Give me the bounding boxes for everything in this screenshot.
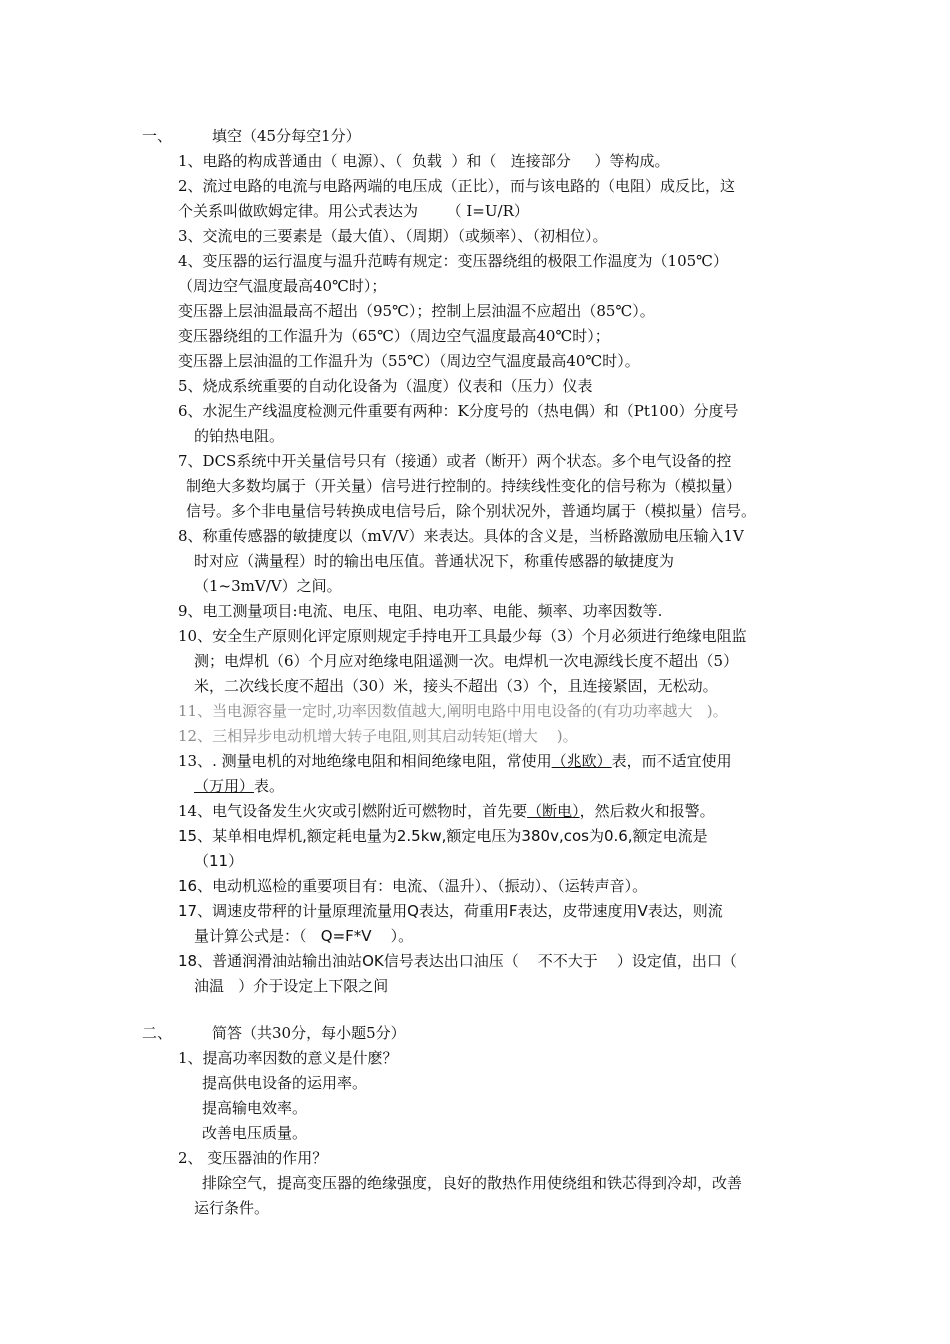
q3-line: 3、交流电的三要素是（最大值）、（周期）（或频率）、（初相位）。 xyxy=(178,227,608,245)
q4-line-4: 变压器绕组的工作温升为（65℃）（周边空气温度最高40℃时）； xyxy=(178,327,610,345)
q13-line-1 xyxy=(178,751,732,771)
s2-q1-answer-1: 提高供电设备的运用率。 xyxy=(202,1074,368,1092)
q13-answer-1: （兆欧） xyxy=(551,752,612,770)
q13-text-c: 表。 xyxy=(254,777,285,795)
s2-q1-question: 1、提高功率因数的意义是什麽？ xyxy=(178,1049,398,1067)
q14-text-b: ，然后救火和报警。 xyxy=(579,802,715,820)
s2-q2-answer-2: 运行条件。 xyxy=(194,1199,270,1217)
q13-answer-2: （万用） xyxy=(194,777,255,795)
section-2-number: 二、 xyxy=(142,1024,173,1042)
q10-line-3: 米，二次线长度不超出（30）米，接头不超出（3）个，且连接紧固，无松动。 xyxy=(194,677,718,695)
q7-line-3: 信号。多个非电量信号转换成电信号后，除个别状况外，普通均属于（模拟量）信号。 xyxy=(186,502,757,520)
q8-line-3: （1~3mV/V）之间。 xyxy=(194,577,342,595)
section-2-heading: 简答（共30分，每小题5分） xyxy=(212,1024,406,1042)
q2-line-1: 2、流过电路的电流与电路两端的电压成（正比），而与该电路的（电阻）成反比，这 xyxy=(178,177,736,195)
q6-line-1: 6、水泥生产线温度检测元件重要有两种：K分度号的（热电偶）和（Pt100）分度号 xyxy=(178,402,739,420)
q11-line: 11、当电源容量一定时,功率因数值越大,阐明电路中用电设备的(有功功率越大 )。 xyxy=(178,702,728,720)
q14-line xyxy=(178,801,715,821)
q17-line-2: 量计算公式是：（ Q=F*V ）。 xyxy=(194,927,414,945)
q7-line-1: 7、DCS系统中开关量信号只有（接通）或者（断开）两个状态。多个电气设备的控 xyxy=(178,452,732,470)
q7-line-2: 制绝大多数均属于（开关量）信号进行控制的。持续线性变化的信号称为（模拟量） xyxy=(186,477,742,495)
s2-q2-question: 2、 变压器油的作用？ xyxy=(178,1149,328,1167)
q8-line-1: 8、称重传感器的敏捷度以（mV/V）来表达。具体的含义是，当桥路激励电压输入1V xyxy=(178,527,744,545)
s2-q1-answer-3: 改善电压质量。 xyxy=(202,1124,308,1142)
q8-line-2: 时对应（满量程）时的输出电压值。普通状况下，称重传感器的敏捷度为 xyxy=(194,552,675,570)
q14-answer: （断电） xyxy=(527,802,580,820)
q1-line: 1、电路的构成普通由（ 电源）、（ 负载 ）和（ 连接部分 ）等构成。 xyxy=(178,152,670,170)
q18-line-2: 油温 ）介于设定上下限之间 xyxy=(194,977,389,995)
q10-line-1: 10、安全生产原则化评定原则规定手持电开工具最少每（3）个月必须进行绝缘电阻监 xyxy=(178,627,747,645)
q13-line-2 xyxy=(194,776,284,796)
q4-line-2: （周边空气温度最高40℃时）； xyxy=(178,277,387,295)
q4-line-3: 变压器上层油温最高不超出（95℃）；控制上层油温不应超出（85℃）。 xyxy=(178,302,655,320)
q9-line: 9、电工测量项目:电流、电压、电阻、电功率、电能、频率、功率因数等. xyxy=(178,602,663,620)
q10-line-2: 测；电焊机（6）个月应对绝缘电阻遥测一次。电焊机一次电源线长度不超出（5） xyxy=(194,652,739,670)
q15-line-1: 15、某单相电焊机,额定耗电量为2.5kw,额定电压为380v,cos为0.6,额定电流是 xyxy=(178,827,708,845)
q6-line-2: 的铂热电阻。 xyxy=(194,427,285,445)
q2-line-2: 个关系叫做欧姆定律。用公式表达为 （ I=U/R） xyxy=(178,202,529,220)
q13-text-a: 13、. 测量电机的对地绝缘电阻和相间绝缘电阻，常使用 xyxy=(178,752,552,770)
q15-line-2: （11） xyxy=(194,852,244,870)
q12-line: 12、三相异步电动机增大转子电阻,则其启动转矩(增大 )。 xyxy=(178,727,578,745)
q14-text-a: 14、电气设备发生火灾或引燃附近可燃物时，首先要 xyxy=(178,802,528,820)
q17-line-1: 17、调速皮带秤的计量原理流量用Q表达，荷重用F表达，皮带速度用V表达，则流 xyxy=(178,902,723,920)
q16-line: 16、电动机巡检的重要项目有：电流、（温升）、（振动）、（运转声音）。 xyxy=(178,877,648,895)
s2-q2-answer-1: 排除空气，提高变压器的绝缘强度，良好的散热作用使绕组和铁芯得到冷却，改善 xyxy=(202,1174,743,1192)
q4-line-1: 4、变压器的运行温度与温升范畴有规定：变压器绕组的极限工作温度为（105℃） xyxy=(178,252,728,270)
s2-q1-answer-2: 提高输电效率。 xyxy=(202,1099,308,1117)
section-1-heading: 填空（45分每空1分） xyxy=(212,127,361,145)
q5-line: 5、烧成系统重要的自动化设备为（温度）仪表和（压力）仪表 xyxy=(178,377,593,395)
q13-text-b: 表，而不适宜使用 xyxy=(611,752,732,770)
section-1-number: 一、 xyxy=(142,127,173,145)
q18-line-1: 18、普通润滑油站输出油站OK信号表达出口油压（ 不不大于 ）设定值，出口（ xyxy=(178,952,737,970)
q4-line-5: 变压器上层油温的工作温升为（55℃）（周边空气温度最高40℃时）。 xyxy=(178,352,640,370)
